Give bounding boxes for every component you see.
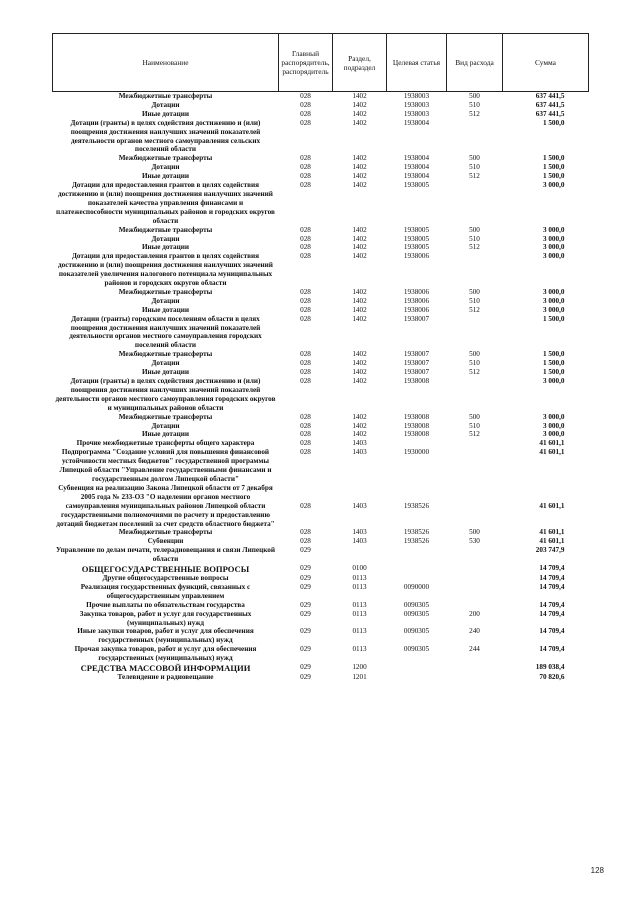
row-sum: 1 500,0 <box>542 350 565 359</box>
row-target: 0090305 <box>403 645 430 654</box>
table-header <box>53 34 589 92</box>
row-target: 1938526 <box>403 528 430 537</box>
row-vr: 500 <box>469 154 480 163</box>
table-row <box>53 110 589 119</box>
row-razdel: 1403 <box>352 439 367 448</box>
row-target: 0090305 <box>403 627 430 636</box>
row-target: 1938007 <box>403 359 430 368</box>
row-target: 1938005 <box>403 225 430 234</box>
row-vr <box>447 546 503 564</box>
row-sum: 41 601,1 <box>539 448 565 457</box>
row-sum: 41 601,1 <box>539 439 565 448</box>
table-row <box>53 448 589 484</box>
row-sum: 3 000,0 <box>542 252 565 261</box>
row-name: Иные дотации <box>141 109 190 118</box>
row-name: Межбюджетные трансферты <box>118 528 213 537</box>
row-sum: 3 000,0 <box>542 377 565 385</box>
row-razdel <box>333 546 387 564</box>
table-row <box>53 163 589 172</box>
row-name: Межбюджетные трансферты <box>118 287 213 296</box>
row-name: Дотации <box>151 234 180 243</box>
row-razdel: 1402 <box>352 154 367 163</box>
table-row <box>53 226 589 235</box>
row-target: 1930000 <box>403 448 430 457</box>
row-sum: 3 000,0 <box>542 225 565 234</box>
row-razdel: 1402 <box>352 243 367 252</box>
row-razdel: 0113 <box>352 574 367 583</box>
col-header-razdel: Раздел, подраздел <box>333 34 387 92</box>
row-grbs: 029 <box>300 582 311 591</box>
row-sum: 14 709,4 <box>539 582 565 591</box>
row-target: 1938003 <box>403 92 430 100</box>
row-grbs: 028 <box>300 118 311 127</box>
col-header-vr: Вид расхода <box>447 34 503 92</box>
row-vr: 244 <box>469 645 480 654</box>
row-sum: 41 601,1 <box>539 501 565 510</box>
row-razdel: 1403 <box>352 537 367 546</box>
row-name: Межбюджетные трансферты <box>118 225 213 234</box>
table-row <box>53 574 589 583</box>
row-name: Прочие межбюджетные трансферты общего характера <box>76 439 255 448</box>
row-sum: 637 441,5 <box>535 100 565 109</box>
row-name: Телевидение и радиовещание <box>117 673 214 682</box>
row-grbs: 029 <box>300 574 311 583</box>
table-row <box>53 368 589 377</box>
row-target: 1938008 <box>403 377 430 385</box>
row-name: Дотации <box>151 421 180 430</box>
row-sum: 189 038,4 <box>535 663 565 672</box>
row-name: Дотации <box>151 359 180 368</box>
row-target: 1938008 <box>403 412 430 421</box>
row-sum: 14 709,4 <box>539 564 565 573</box>
row-grbs: 028 <box>300 181 311 190</box>
row-sum: 3 000,0 <box>542 412 565 421</box>
row-razdel: 1402 <box>352 412 367 421</box>
row-razdel: 1402 <box>352 109 367 118</box>
row-razdel: 0113 <box>352 600 367 609</box>
row-grbs: 028 <box>300 421 311 430</box>
row-sum: 14 709,4 <box>539 600 565 609</box>
row-target: 1938003 <box>403 109 430 118</box>
row-razdel: 1402 <box>352 172 367 181</box>
table-row <box>53 288 589 297</box>
row-sum: 3 000,0 <box>542 181 565 190</box>
row-grbs: 028 <box>300 109 311 118</box>
row-name: Прочие выплаты по обязательствам государства <box>86 600 245 609</box>
row-target: 1938006 <box>403 252 430 261</box>
row-name: Иные дотации <box>141 430 190 439</box>
row-razdel: 1200 <box>352 663 367 672</box>
table-row <box>53 359 589 368</box>
table-row <box>53 315 589 351</box>
row-grbs: 029 <box>300 663 311 672</box>
row-name: Дотации для предоставления грантов в целях содействия достижению и (или) поощрения достижения наилучших значений показателей увеличения налогового потенциала муниципальных районов и городских округов области <box>58 252 273 288</box>
row-vr: 512 <box>469 368 480 377</box>
row-target: 1938006 <box>403 296 430 305</box>
row-name: Другие общегосударственные вопросы <box>102 574 229 583</box>
row-vr <box>447 583 503 601</box>
row-vr: 510 <box>469 421 480 430</box>
budget-table <box>52 33 589 682</box>
row-target: 1938007 <box>403 350 430 359</box>
row-target: 1938004 <box>403 154 430 163</box>
row-name: Дотации (гранты) в целях содействия достижению и (или) поощрения достижения наилучших значений показателей деятельности органов местного самоуправления городских округов и муниципальных районов области <box>55 377 276 412</box>
table-row <box>53 92 589 101</box>
row-sum: 41 601,1 <box>539 528 565 537</box>
row-vr: 510 <box>469 359 480 368</box>
row-razdel: 1402 <box>352 359 367 368</box>
row-grbs: 028 <box>300 314 311 323</box>
row-vr: 512 <box>469 172 480 181</box>
row-razdel: 1402 <box>352 350 367 359</box>
row-vr: 200 <box>469 609 480 618</box>
row-grbs: 028 <box>300 528 311 537</box>
row-name: Дотации <box>151 163 180 172</box>
table-row <box>53 119 589 155</box>
row-name: Подпрограмма "Создание условий для повышения финансовой устойчивости местных бюджетов" государственной программы Липецкой области "Управление государственными финансами и государственным долгом Липецкой области" <box>59 448 272 483</box>
row-target: 1938005 <box>403 243 430 252</box>
row-name: Межбюджетные трансферты <box>118 350 213 359</box>
row-name: Межбюджетные трансферты <box>118 92 213 100</box>
row-grbs: 028 <box>300 439 311 448</box>
row-grbs: 028 <box>300 359 311 368</box>
row-name: ОБЩЕГОСУДАРСТВЕННЫЕ ВОПРОСЫ <box>81 564 250 575</box>
row-vr: 510 <box>469 296 480 305</box>
row-name: Управление по делам печати, телерадиовещания и связи Липецкой области <box>55 546 276 564</box>
row-razdel: 0113 <box>352 582 367 591</box>
row-sum: 3 000,0 <box>542 421 565 430</box>
table-row <box>53 663 589 673</box>
row-sum: 3 000,0 <box>542 287 565 296</box>
row-vr <box>447 564 503 574</box>
row-vr: 512 <box>469 243 480 252</box>
row-vr: 500 <box>469 92 480 100</box>
row-sum: 1 500,0 <box>542 359 565 368</box>
row-target: 1938006 <box>403 287 430 296</box>
row-razdel: 1402 <box>352 163 367 172</box>
row-razdel: 1403 <box>352 501 367 510</box>
page-number: 128 <box>590 866 604 875</box>
row-grbs: 028 <box>300 305 311 314</box>
row-grbs: 029 <box>300 546 311 555</box>
row-grbs: 028 <box>300 163 311 172</box>
row-grbs: 028 <box>300 234 311 243</box>
row-name: Иные закупки товаров, работ и услуг для обеспечения государственных (муниципальных) нужд <box>77 627 254 645</box>
row-vr: 240 <box>469 627 480 636</box>
table-row <box>53 297 589 306</box>
row-vr <box>447 448 503 484</box>
row-target <box>387 439 447 448</box>
table-row <box>53 252 589 288</box>
row-vr: 500 <box>469 287 480 296</box>
row-razdel: 1402 <box>352 368 367 377</box>
row-vr: 500 <box>469 350 480 359</box>
row-vr <box>447 181 503 226</box>
row-vr <box>447 673 503 682</box>
row-vr: 530 <box>469 537 480 546</box>
row-sum: 3 000,0 <box>542 305 565 314</box>
row-razdel: 1402 <box>352 287 367 296</box>
table-row <box>53 154 589 163</box>
row-vr: 500 <box>469 225 480 234</box>
row-target: 1938004 <box>403 163 430 172</box>
row-name: Закупка товаров, работ и услуг для государственных (муниципальных) нужд <box>79 609 252 627</box>
row-grbs: 028 <box>300 412 311 421</box>
table-row <box>53 243 589 252</box>
table-row <box>53 306 589 315</box>
row-name: Дотации (гранты) в целях содействия достижению и (или) поощрения достижения наилучших значений показателей деятельности органов местного самоуправления сельских поселений области <box>70 118 261 154</box>
table-row <box>53 101 589 110</box>
row-target <box>387 546 447 564</box>
col-header-sum: Сумма <box>503 34 589 92</box>
table-row <box>53 537 589 546</box>
row-sum: 14 709,4 <box>539 574 565 583</box>
row-grbs: 028 <box>300 92 311 100</box>
row-razdel: 1402 <box>352 100 367 109</box>
row-grbs: 029 <box>300 600 311 609</box>
row-vr: 512 <box>469 109 480 118</box>
row-sum: 14 709,4 <box>539 627 565 636</box>
row-grbs: 028 <box>300 154 311 163</box>
row-target: 1938007 <box>403 368 430 377</box>
row-grbs: 028 <box>300 350 311 359</box>
row-razdel: 1402 <box>352 421 367 430</box>
row-vr <box>447 252 503 288</box>
row-grbs: 028 <box>300 100 311 109</box>
table-row <box>53 172 589 181</box>
table-row <box>53 377 589 413</box>
row-name: Реализация государственных функций, связанных с общегосударственным управлением <box>80 582 251 600</box>
row-vr <box>447 601 503 610</box>
row-name: Иные дотации <box>141 243 190 252</box>
row-target: 1938007 <box>403 314 430 323</box>
row-razdel: 1402 <box>352 118 367 127</box>
row-grbs: 028 <box>300 296 311 305</box>
row-grbs: 029 <box>300 645 311 654</box>
row-name: Дотации (гранты) городским поселениям области в целях поощрения достижения наилучших значений показателей деятельности органов местного самоуправления городских поселений области <box>69 314 262 350</box>
table-row <box>53 627 589 645</box>
row-razdel: 1403 <box>352 528 367 537</box>
table-row <box>53 528 589 537</box>
row-vr: 500 <box>469 412 480 421</box>
row-vr: 512 <box>469 305 480 314</box>
row-target <box>387 663 447 673</box>
row-razdel: 0113 <box>352 645 367 654</box>
row-grbs: 029 <box>300 609 311 618</box>
col-header-target: Целевая статья <box>387 34 447 92</box>
row-target: 1938004 <box>403 172 430 181</box>
row-sum: 70 820,6 <box>539 673 565 682</box>
row-vr <box>447 574 503 583</box>
row-target: 0090305 <box>403 600 430 609</box>
row-sum: 1 500,0 <box>542 314 565 323</box>
row-razdel: 1402 <box>352 377 367 385</box>
row-sum: 3 000,0 <box>542 243 565 252</box>
table-row <box>53 645 589 663</box>
table-row <box>53 439 589 448</box>
row-razdel: 1402 <box>352 181 367 190</box>
row-grbs: 028 <box>300 430 311 439</box>
row-target: 1938003 <box>403 100 430 109</box>
row-vr <box>447 439 503 448</box>
row-sum: 1 500,0 <box>542 368 565 377</box>
table-row <box>53 422 589 431</box>
row-razdel: 1402 <box>352 234 367 243</box>
row-grbs: 029 <box>300 673 311 682</box>
row-vr: 510 <box>469 234 480 243</box>
row-name: Субвенция на реализацию Закона Липецкой области от 7 декабря 2005 года № 233-ОЗ "О наделении органов местного самоуправления муниципальных районов Липецкой области государственными полномочиями по расчету и предоставлению дотаций бюджетам поселений за счет средств областного бюджета" <box>56 483 275 528</box>
row-grbs: 028 <box>300 377 311 385</box>
row-name: Дотации для предоставления грантов в целях содействия достижению и (или) поощрения достижения наилучших значений показателей качества управления финансами и платежеспособности муниципальных районов и городских округов области <box>56 181 275 225</box>
table-row <box>53 350 589 359</box>
table-row <box>53 546 589 564</box>
row-target: 0090305 <box>403 609 430 618</box>
col-header-grbs: Главный распорядитель, распорядитель <box>279 34 333 92</box>
table-row <box>53 484 589 529</box>
row-vr: 510 <box>469 163 480 172</box>
row-sum: 41 601,1 <box>539 537 565 546</box>
table-row <box>53 413 589 422</box>
row-razdel: 1403 <box>352 448 367 457</box>
row-name: Дотации <box>151 296 180 305</box>
row-name: Иные дотации <box>141 305 190 314</box>
table-row <box>53 673 589 682</box>
row-name: Дотации <box>151 100 180 109</box>
row-target <box>387 564 447 574</box>
row-grbs: 028 <box>300 225 311 234</box>
row-razdel: 0100 <box>352 564 367 573</box>
row-target: 1938008 <box>403 430 430 439</box>
row-grbs: 029 <box>300 564 311 573</box>
row-name: Прочая закупка товаров, работ и услуг для обеспечения государственных (муниципальных) нужд <box>74 645 257 663</box>
table-row <box>53 583 589 601</box>
table-row <box>53 430 589 439</box>
row-sum: 14 709,4 <box>539 645 565 654</box>
row-vr: 510 <box>469 100 480 109</box>
table-row <box>53 181 589 226</box>
row-vr <box>447 484 503 529</box>
row-sum: 3 000,0 <box>542 234 565 243</box>
row-target: 1938005 <box>403 234 430 243</box>
row-target: 1938005 <box>403 181 430 190</box>
row-razdel: 0113 <box>352 609 367 618</box>
row-name: СРЕДСТВА МАССОВОЙ ИНФОРМАЦИИ <box>80 663 251 674</box>
row-razdel: 1402 <box>352 314 367 323</box>
row-grbs: 028 <box>300 287 311 296</box>
row-sum: 1 500,0 <box>542 163 565 172</box>
row-razdel: 1402 <box>352 92 367 100</box>
row-name: Субвенции <box>147 537 184 546</box>
row-sum: 637 441,5 <box>535 92 565 100</box>
row-razdel: 1402 <box>352 225 367 234</box>
row-vr <box>447 663 503 673</box>
row-name: Иные дотации <box>141 368 190 377</box>
table-row <box>53 564 589 574</box>
row-target: 1938526 <box>403 537 430 546</box>
row-sum: 3 000,0 <box>542 430 565 439</box>
table-row <box>53 235 589 244</box>
row-razdel: 1402 <box>352 296 367 305</box>
row-grbs: 029 <box>300 627 311 636</box>
row-razdel: 1402 <box>352 430 367 439</box>
row-grbs: 028 <box>300 537 311 546</box>
row-grbs: 028 <box>300 368 311 377</box>
table-row <box>53 610 589 628</box>
row-grbs: 028 <box>300 252 311 261</box>
row-vr <box>447 119 503 155</box>
row-vr <box>447 315 503 351</box>
row-vr: 500 <box>469 528 480 537</box>
row-razdel: 1201 <box>352 673 367 682</box>
row-vr: 512 <box>469 430 480 439</box>
row-sum: 1 500,0 <box>542 118 565 127</box>
table-row <box>53 601 589 610</box>
row-grbs: 028 <box>300 243 311 252</box>
col-header-name: Наименование <box>53 34 279 92</box>
row-grbs: 028 <box>300 172 311 181</box>
row-target: 1938004 <box>403 118 430 127</box>
row-sum: 203 747,9 <box>535 546 565 555</box>
row-razdel: 0113 <box>352 627 367 636</box>
row-sum: 1 500,0 <box>542 172 565 181</box>
row-razdel: 1402 <box>352 252 367 261</box>
row-name: Межбюджетные трансферты <box>118 154 213 163</box>
row-sum: 3 000,0 <box>542 296 565 305</box>
row-grbs: 028 <box>300 448 311 457</box>
row-sum: 637 441,5 <box>535 109 565 118</box>
row-razdel: 1402 <box>352 305 367 314</box>
row-vr <box>447 377 503 413</box>
row-target: 1938006 <box>403 305 430 314</box>
row-sum: 14 709,4 <box>539 609 565 618</box>
row-target <box>387 574 447 583</box>
row-sum: 1 500,0 <box>542 154 565 163</box>
row-target: 1938008 <box>403 421 430 430</box>
row-name: Иные дотации <box>141 172 190 181</box>
row-name: Межбюджетные трансферты <box>118 412 213 421</box>
row-target: 1938526 <box>403 501 430 510</box>
row-target: 0090000 <box>403 582 430 591</box>
row-grbs: 028 <box>300 501 311 510</box>
row-target <box>387 673 447 682</box>
table-body <box>53 92 589 683</box>
